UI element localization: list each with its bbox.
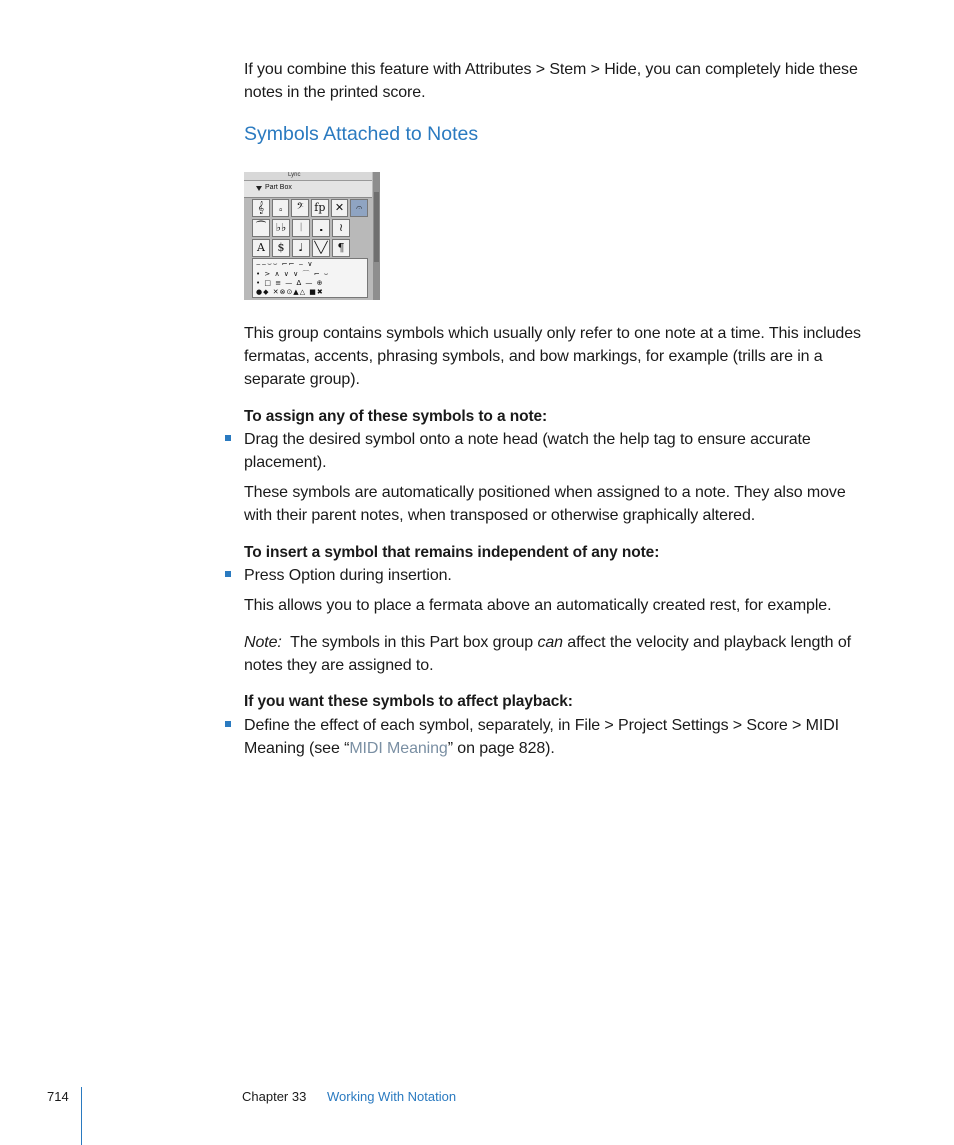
playback-text-after: ” on page 828).: [447, 740, 555, 757]
treble-clef-icon: 𝄞: [252, 199, 270, 217]
accidentals-icon: ♭♭: [272, 219, 290, 237]
part-box-top-bar: [244, 172, 372, 181]
text-icon: A: [252, 239, 270, 257]
trill-icon: ≀: [332, 219, 350, 237]
note-symbols-palette: [252, 258, 368, 298]
part-box-symbol-grid: [252, 199, 368, 259]
palette-row: • □ ≡ — ∆ — ⊕: [256, 279, 324, 287]
symbol-row: [252, 239, 368, 257]
intro-paragraph: If you combine this feature with Attributes > Stem > Hide, you can completely hide these notes in the printed score.: [244, 61, 858, 101]
segno-icon: $: [272, 239, 290, 257]
note-paragraph: [244, 631, 874, 677]
task-step-insert: Press Option during insertion.: [244, 567, 452, 584]
disclosure-triangle-icon: [256, 186, 262, 191]
bullet-icon: [225, 721, 231, 727]
note-icon: 𝅇: [312, 219, 330, 237]
task-followup-insert: This allows you to place a fermata above an automatically created rest, for example.: [244, 597, 832, 614]
footer-chapter: Chapter 33: [242, 1089, 307, 1104]
bass-clef-icon: 𝄢: [291, 199, 309, 217]
crescendo-icon: ╲╱: [312, 239, 330, 257]
palette-row: • > ∧ ∨ ∨ ⌒ ⌐ ⌣: [256, 270, 330, 278]
part-box-title: Part Box: [265, 184, 292, 191]
lyric-label: Lyric: [288, 172, 301, 178]
midi-meaning-link[interactable]: MIDI Meaning: [349, 740, 448, 757]
part-box-scrollbar: [373, 172, 380, 300]
fermata-icon: 𝄐: [350, 199, 368, 217]
symbol-row: [252, 219, 368, 237]
part-box-header: [244, 181, 372, 198]
slur-icon: ⁀: [252, 219, 270, 237]
dynamics-icon: fp: [311, 199, 329, 217]
footer-divider: [81, 1087, 82, 1145]
part-box-image: [244, 172, 380, 300]
bullet-icon: [225, 571, 231, 577]
pedal-icon: 𝅆: [272, 199, 290, 217]
group-description: This group contains symbols which usually only refer to one note at a time. This includes fermatas, accents, phrasing symbols, and bow markings, for example (trills are in a separate group).: [244, 325, 861, 388]
task-step-playback: [244, 714, 874, 760]
note-label: Note:: [244, 634, 282, 651]
note-text-after: affect the velocity and playback length of notes they are assigned to.: [244, 634, 851, 674]
paragraph-icon: ¶: [332, 239, 350, 257]
symbol-row: [252, 199, 368, 217]
note-text-before: The symbols in this Part box group: [281, 634, 538, 651]
task-followup-assign: These symbols are automatically positioned when assigned to a note. They also move with their parent notes, when transposed or otherwise graphically altered.: [244, 484, 846, 524]
palette-row: ⌢⌢⌣⌣ ⌐⌐ ⌢ ∨: [256, 260, 314, 268]
palette-row: ●◆ ✕⊗⊙▲△ ■✖: [256, 288, 324, 296]
task-heading-playback: If you want these symbols to affect playback:: [244, 693, 573, 710]
task-step-assign: Drag the desired symbol onto a note head (watch the help tag to ensure accurate placement).: [244, 431, 811, 471]
notehead-icon: ✕: [331, 199, 349, 217]
quarter-note-icon: ♩: [292, 239, 310, 257]
task-heading-insert: To insert a symbol that remains independent of any note:: [244, 544, 660, 561]
footer-chapter-title: Working With Notation: [327, 1089, 457, 1104]
page-number: 714: [47, 1089, 69, 1104]
bullet-icon: [225, 435, 231, 441]
scrollbar-thumb: [374, 192, 379, 262]
playback-text-before: Define the effect of each symbol, separately, in File > Project Settings > Score > MIDI Meaning (see “: [244, 717, 840, 757]
barline-icon: 𝄀: [292, 219, 310, 237]
task-heading-assign: To assign any of these symbols to a note:: [244, 408, 548, 425]
note-emphasis: can: [537, 634, 563, 651]
section-heading: Symbols Attached to Notes: [244, 123, 479, 145]
